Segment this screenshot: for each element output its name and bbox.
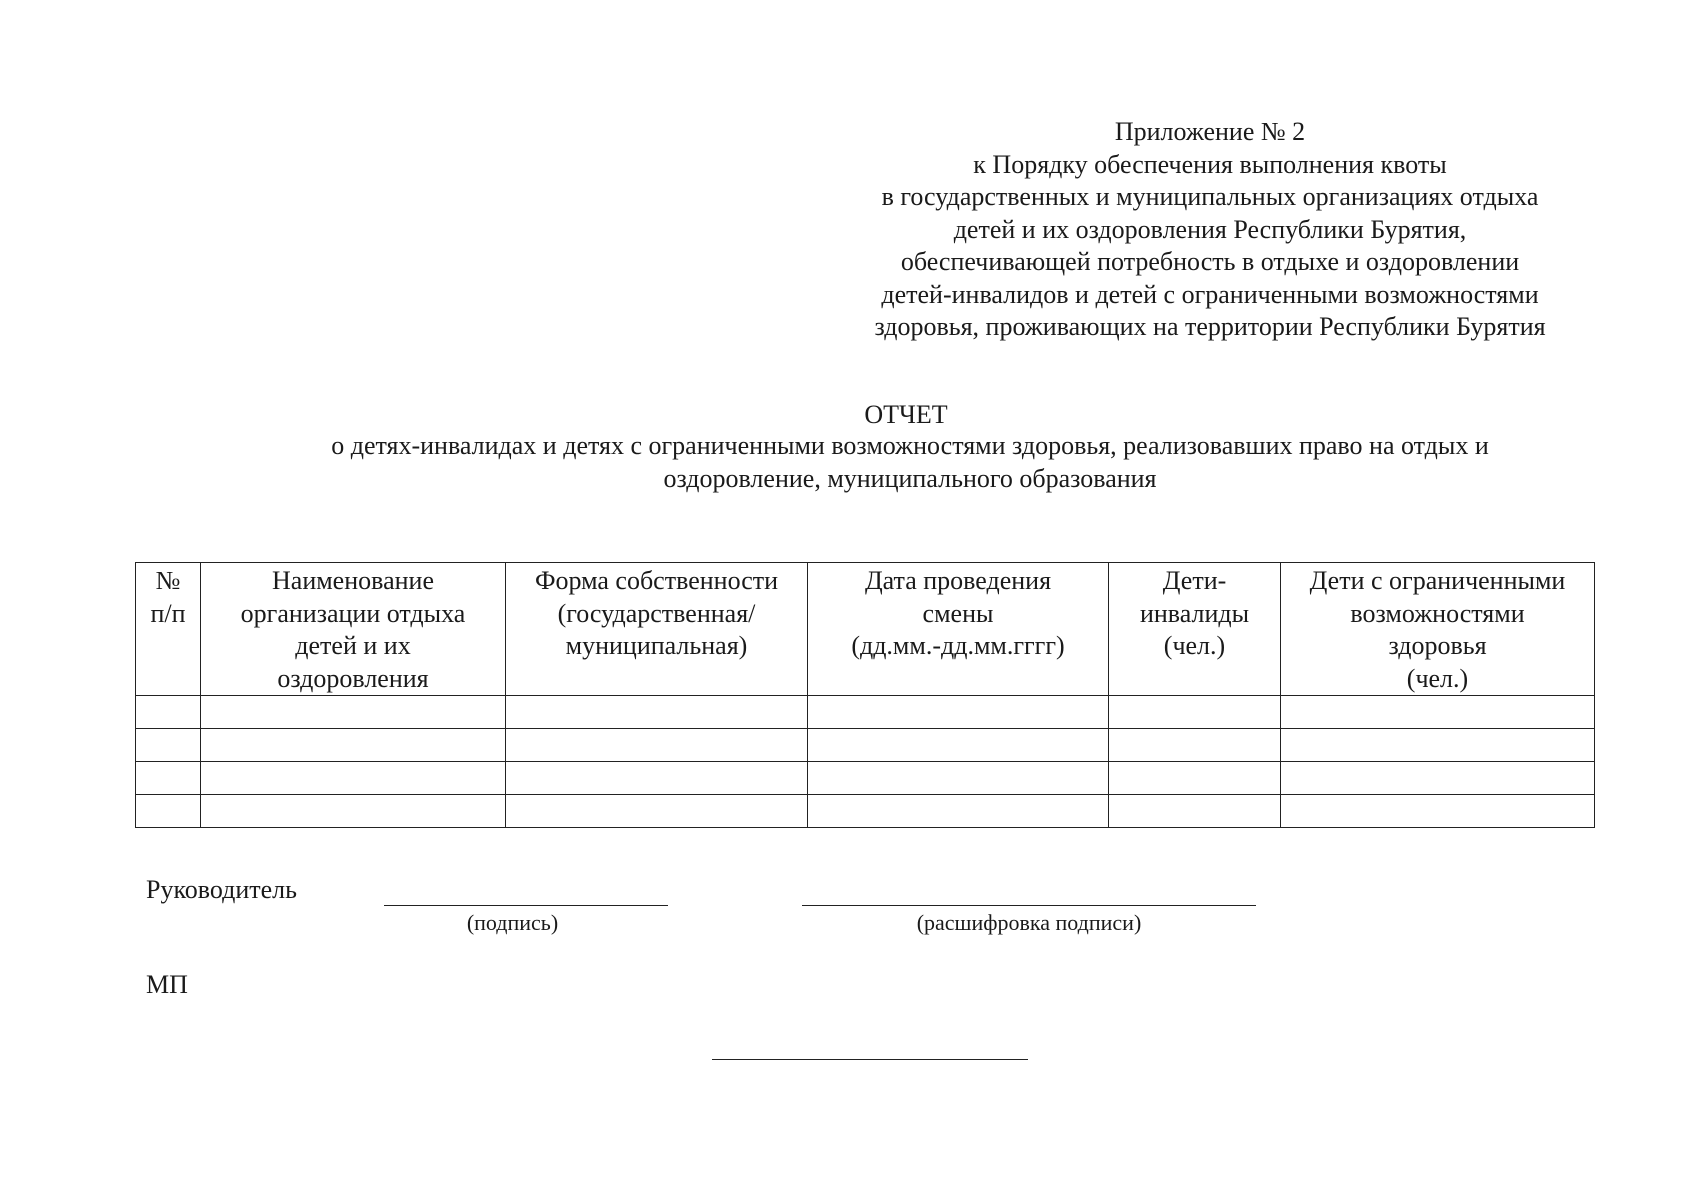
table-cell bbox=[136, 696, 201, 729]
table-cell bbox=[1109, 795, 1281, 828]
table-cell bbox=[201, 696, 506, 729]
appendix-line: в государственных и муниципальных организациях отдыха bbox=[881, 182, 1539, 211]
signature-decoding-caption: (расшифровка подписи) bbox=[916, 910, 1142, 935]
header-text: детей и их bbox=[295, 631, 411, 660]
report-subtitle-line: о детях-инвалидах и детях с ограниченными возможностями здоровья, реализовавших право на отдых и bbox=[331, 431, 1489, 460]
header-text: Дети с ограниченными bbox=[1309, 566, 1566, 595]
header-text: Наименование bbox=[272, 566, 434, 595]
appendix-line: к Порядку обеспечения выполнения квоты bbox=[973, 149, 1447, 179]
header-number bbox=[136, 563, 201, 696]
table-cell bbox=[1281, 696, 1595, 729]
header-text: инвалиды bbox=[1139, 598, 1250, 628]
table-row bbox=[136, 696, 1595, 729]
closing-separator-line bbox=[712, 1059, 1028, 1060]
table-row bbox=[136, 795, 1595, 828]
table-cell bbox=[808, 696, 1109, 729]
header-session-dates bbox=[808, 563, 1109, 696]
appendix-block bbox=[820, 116, 1600, 344]
header-ownership-form bbox=[506, 563, 808, 696]
header-text: № bbox=[155, 566, 181, 595]
table-cell bbox=[136, 729, 201, 762]
signature-line bbox=[384, 905, 668, 906]
table-cell bbox=[201, 762, 506, 795]
table-cell bbox=[1281, 762, 1595, 795]
appendix-line: детей-инвалидов и детей с ограниченными возможностями bbox=[881, 279, 1539, 309]
head-label: Руководитель bbox=[146, 875, 297, 904]
report-subtitle-line: оздоровление, муниципального образования bbox=[663, 463, 1157, 493]
header-text: п/п bbox=[150, 598, 186, 628]
table-cell bbox=[1281, 729, 1595, 762]
header-text: Дата проведения bbox=[864, 566, 1052, 595]
table-cell bbox=[1109, 729, 1281, 762]
table-cell bbox=[1109, 762, 1281, 795]
header-limited-health-children bbox=[1281, 563, 1595, 696]
signature-caption: (подпись) bbox=[466, 910, 559, 935]
header-text: оздоровления bbox=[277, 663, 429, 693]
header-text: (дд.мм.-дд.мм.гггг) bbox=[851, 631, 1065, 660]
report-table bbox=[135, 562, 1595, 828]
table-cell bbox=[808, 729, 1109, 762]
table-cell bbox=[808, 795, 1109, 828]
table-cell bbox=[1109, 696, 1281, 729]
header-text: муниципальная) bbox=[565, 631, 748, 660]
header-text: (государственная/ bbox=[557, 598, 756, 628]
header-text: Форма собственности bbox=[534, 566, 779, 595]
signature-decoding-line bbox=[802, 905, 1256, 906]
header-text: возможностями bbox=[1350, 598, 1525, 628]
header-text: организации отдыха bbox=[240, 598, 466, 628]
table-cell bbox=[136, 795, 201, 828]
report-subtitle bbox=[200, 430, 1620, 495]
appendix-title: Приложение № 2 bbox=[1114, 117, 1306, 146]
header-text: (чел.) bbox=[1163, 631, 1226, 660]
table-row bbox=[136, 762, 1595, 795]
appendix-line: детей и их оздоровления Республики Бурятия, bbox=[953, 214, 1467, 244]
table-cell bbox=[201, 729, 506, 762]
header-organization-name bbox=[201, 563, 506, 696]
header-text: смены bbox=[922, 598, 994, 628]
header-text: Дети- bbox=[1162, 566, 1227, 595]
table-cell bbox=[506, 762, 808, 795]
table-header-row bbox=[136, 563, 1595, 696]
stamp-label: МП bbox=[146, 970, 188, 999]
table-cell bbox=[136, 762, 201, 795]
report-title: ОТЧЕТ bbox=[864, 400, 948, 429]
header-text: (чел.) bbox=[1406, 663, 1469, 693]
table-cell bbox=[506, 795, 808, 828]
appendix-line: здоровья, проживающих на территории Республики Бурятия bbox=[874, 312, 1546, 341]
table-row bbox=[136, 729, 1595, 762]
table-cell bbox=[506, 729, 808, 762]
header-disabled-children bbox=[1109, 563, 1281, 696]
header-text: здоровья bbox=[1388, 631, 1487, 660]
appendix-line: обеспечивающей потребность в отдыхе и оздоровлении bbox=[900, 247, 1520, 276]
table-cell bbox=[506, 696, 808, 729]
table-cell bbox=[201, 795, 506, 828]
table-cell bbox=[1281, 795, 1595, 828]
table-cell bbox=[808, 762, 1109, 795]
